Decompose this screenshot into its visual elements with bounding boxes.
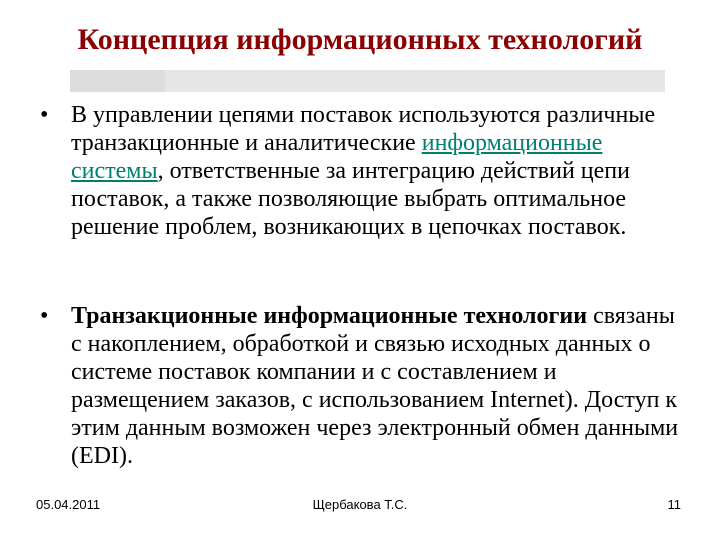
bullet-body-text: связаны с накоплением, обработкой и связью исходных данных о системе поставок компании и с составлением и размещением заказов, с использованием Internet). Доступ к этим данным возможен через электронный обмен данными (EDI). xyxy=(71,303,679,469)
bullet-text xyxy=(71,101,690,241)
title-underline-bar xyxy=(70,70,665,92)
slide-title: Концепция информационных технологий xyxy=(77,23,643,56)
title-underline-accent xyxy=(70,70,165,92)
footer-date: 05.04.2011 xyxy=(36,497,101,512)
bullet-bold-term: Транзакционные информационные технологии xyxy=(71,303,588,329)
bullet-text-before-link: В управлении цепями поставок используются различные транзакционные и аналитические xyxy=(71,102,656,156)
bullet-marker: • xyxy=(40,303,49,329)
footer-author: Щербакова Т.С. xyxy=(312,497,408,512)
bullet-text-after-link: , ответственные за интеграцию действий цепи поставок, а также позволяющие выбрать оптимальное решение проблем, возникающих в цепочках поставок. xyxy=(71,158,630,240)
footer-page-number: 11 xyxy=(667,497,681,512)
bullet-item-1 xyxy=(40,101,690,241)
bullet-text xyxy=(71,302,690,470)
information-systems-link[interactable]: информационные системы xyxy=(71,130,603,184)
bullet-marker: • xyxy=(40,102,49,128)
bullet-item-2 xyxy=(40,302,690,470)
